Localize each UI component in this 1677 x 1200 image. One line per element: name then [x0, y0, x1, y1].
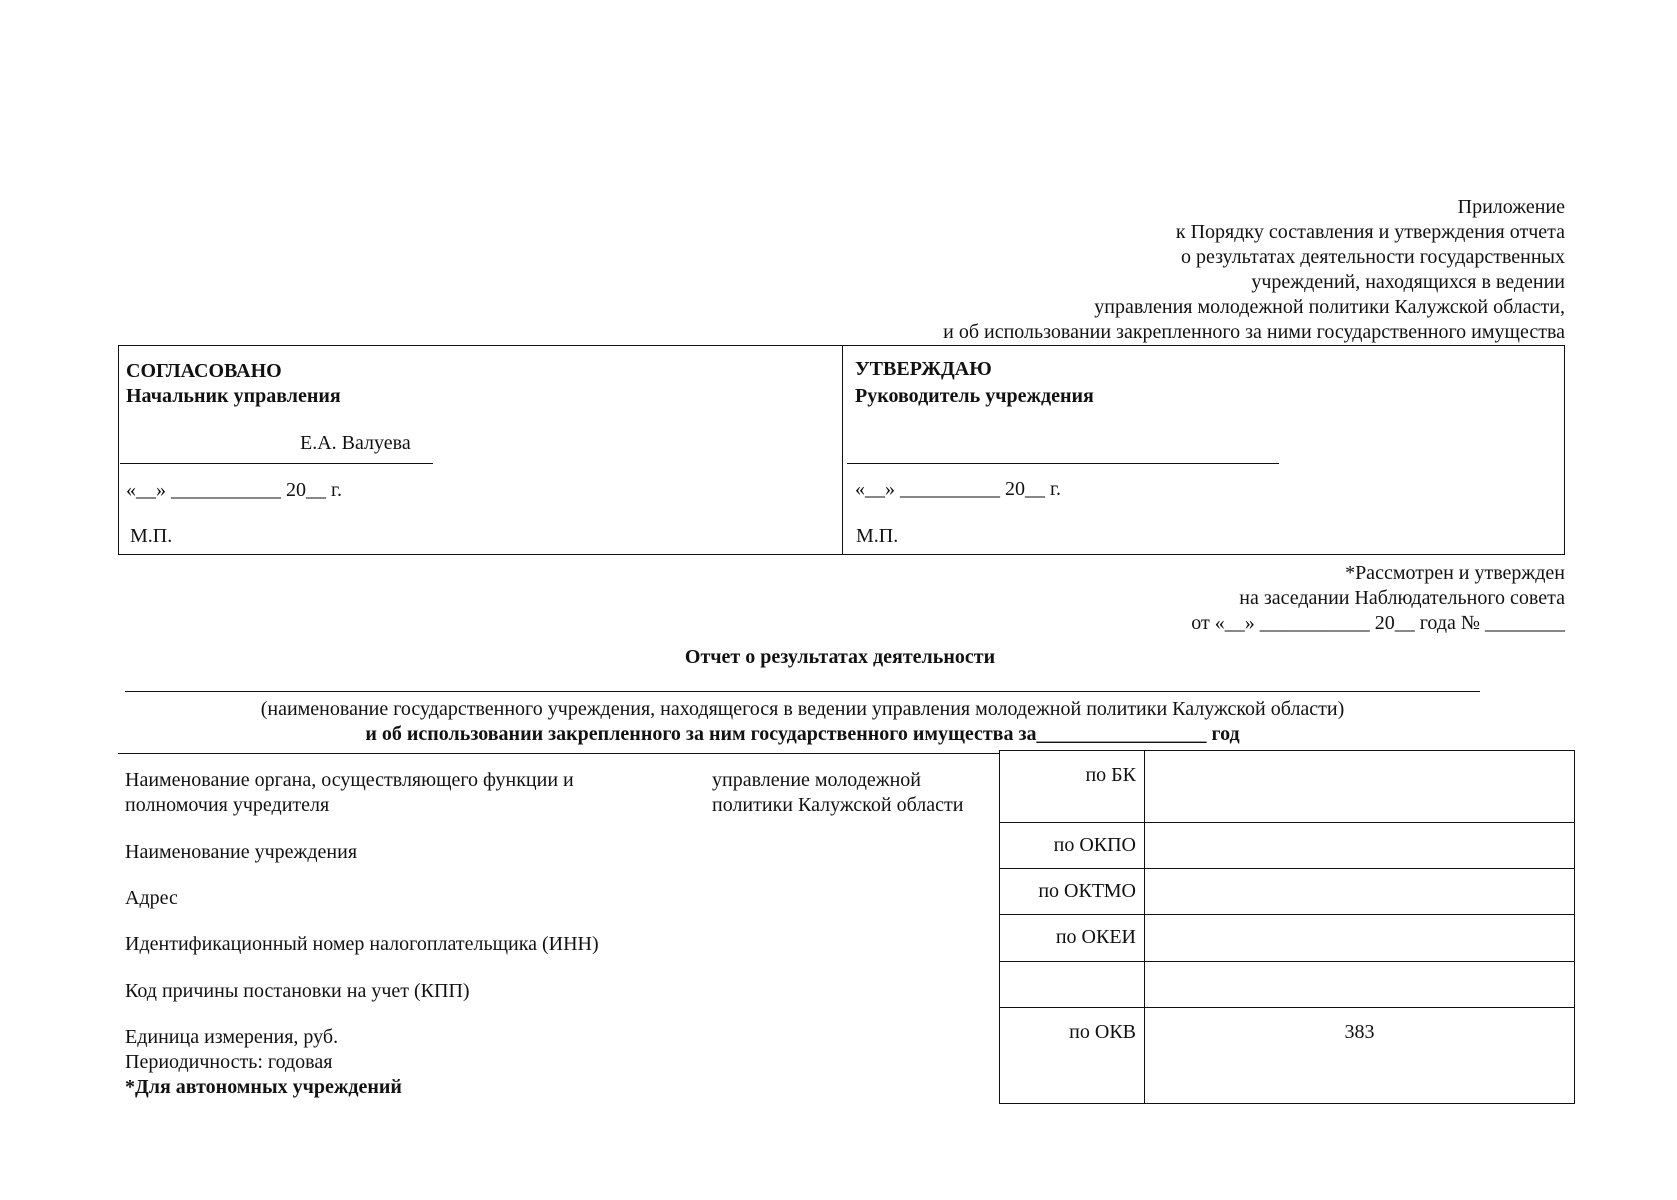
table-row — [1000, 961, 1575, 1007]
council-note-line: *Рассмотрен и утвержден — [1345, 562, 1565, 584]
code-value-blank[interactable] — [1145, 961, 1575, 1007]
report-title: Отчет о результатах деятельности — [684, 646, 996, 668]
institution-name-label: Наименование учреждения — [125, 841, 358, 863]
unit-label: Единица измерения, руб. — [125, 1026, 339, 1048]
report-subtitle: и об использовании закрепленного за ним государственного имущества за_________________ год — [365, 723, 1240, 745]
appendix-line: Приложение — [1457, 196, 1565, 218]
approve-signature-line — [847, 463, 1279, 464]
code-label-okv: по ОКВ — [1000, 1007, 1145, 1103]
appendix-line: о результатах деятельности государственных — [1180, 246, 1565, 268]
kpp-label: Код причины постановки на учет (КПП) — [125, 980, 470, 1002]
appendix-line: управления молодежной политики Калужской области, — [1094, 296, 1565, 318]
periodicity-label: Периодичность: годовая — [125, 1051, 333, 1073]
code-label-blank — [1000, 961, 1145, 1007]
codes-table — [999, 750, 1575, 1104]
code-label-oktmo: по ОКТМО — [1000, 869, 1145, 915]
appendix-line: учреждений, находящихся в ведении — [1251, 271, 1565, 293]
table-row — [1000, 1007, 1575, 1103]
council-note-line: на заседании Наблюдательного совета — [1239, 587, 1565, 609]
founder-value-line: политики Калужской области — [712, 794, 964, 816]
agreed-stamp: М.П. — [130, 525, 173, 547]
council-note-line: от «__» ___________ 20__ года № ________ — [1191, 612, 1565, 634]
code-label-okei: по ОКЕИ — [1000, 915, 1145, 961]
approval-divider — [842, 345, 843, 555]
institution-name-line — [125, 691, 1480, 692]
code-value-bk[interactable] — [1145, 751, 1575, 823]
institution-name-caption: (наименование государственного учреждения, находящегося в ведении управления молодежной политики Калужской области) — [260, 698, 1345, 720]
appendix-line: и об использовании закрепленного за ними государственного имущества — [943, 321, 1565, 343]
footnote: *Для автономных учреждений — [125, 1076, 402, 1098]
unit-period-label — [125, 1025, 402, 1100]
table-row — [1000, 869, 1575, 915]
table-row — [1000, 915, 1575, 961]
founder-label-line: Наименование органа, осуществляющего функции и — [125, 769, 574, 791]
approve-stamp: М.П. — [856, 525, 899, 547]
table-row — [1000, 751, 1575, 823]
inn-label: Идентификационный номер налогоплательщика (ИНН) — [125, 933, 599, 955]
approve-position: Руководитель учреждения — [855, 385, 1094, 407]
table-row — [1000, 823, 1575, 869]
agreed-signature-line — [120, 463, 433, 464]
agreed-position: Начальник управления — [126, 385, 341, 407]
code-value-okv[interactable]: 383 — [1145, 1007, 1575, 1103]
appendix-header — [943, 195, 1565, 345]
appendix-line: к Порядку составления и утверждения отчета — [1175, 221, 1565, 243]
council-note — [1191, 561, 1565, 636]
founder-value-line: управление молодежной — [712, 769, 921, 791]
founder-label-line: полномочия учредителя — [125, 794, 330, 816]
code-value-okei[interactable] — [1145, 915, 1575, 961]
approve-heading: УТВЕРЖДАЮ — [855, 358, 992, 380]
agreed-heading: СОГЛАСОВАНО — [126, 360, 282, 382]
address-label: Адрес — [125, 887, 178, 909]
code-value-okpo[interactable] — [1145, 823, 1575, 869]
agreed-date: «__» ___________ 20__ г. — [126, 479, 342, 501]
code-value-oktmo[interactable] — [1145, 869, 1575, 915]
report-header-rule — [118, 753, 999, 754]
approve-date: «__» __________ 20__ г. — [855, 478, 1061, 500]
founder-label — [125, 768, 574, 818]
code-label-okpo: по ОКПО — [1000, 823, 1145, 869]
agreed-signatory: Е.А. Валуева — [300, 432, 411, 454]
code-label-bk: по БК — [1000, 751, 1145, 823]
founder-value — [712, 768, 963, 818]
